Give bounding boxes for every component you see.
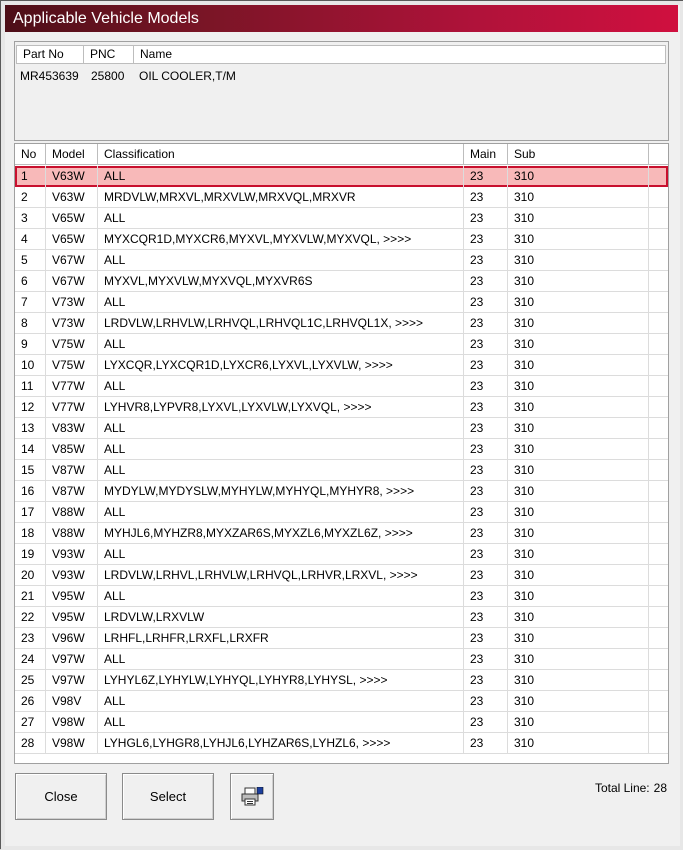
table-row[interactable] <box>15 523 668 544</box>
row-spacer <box>649 544 668 565</box>
row-model: V65W <box>46 229 98 250</box>
row-main: 23 <box>464 397 508 418</box>
row-no: 6 <box>15 271 46 292</box>
row-main: 23 <box>464 250 508 271</box>
row-spacer <box>649 376 668 397</box>
total-label: Total Line: <box>594 781 650 795</box>
row-spacer <box>649 607 668 628</box>
table-row[interactable] <box>15 544 668 565</box>
row-model: V88W <box>46 523 98 544</box>
row-classification: ALL <box>98 292 464 313</box>
row-model: V85W <box>46 439 98 460</box>
row-no: 17 <box>15 502 46 523</box>
row-spacer <box>649 649 668 670</box>
row-main: 23 <box>464 607 508 628</box>
row-classification: LYXCQR,LYXCQR1D,LYXCR6,LYXVL,LYXVLW, >>>> <box>98 355 464 376</box>
row-main: 23 <box>464 733 508 754</box>
total-line <box>595 781 667 795</box>
row-model: V83W <box>46 418 98 439</box>
table-row[interactable] <box>15 586 668 607</box>
row-spacer <box>649 523 668 544</box>
row-no: 26 <box>15 691 46 712</box>
row-main: 23 <box>464 229 508 250</box>
row-sub: 310 <box>508 229 649 250</box>
table-row[interactable] <box>15 250 668 271</box>
row-classification: ALL <box>98 502 464 523</box>
print-button[interactable] <box>230 773 274 820</box>
row-model: V97W <box>46 670 98 691</box>
table-row[interactable] <box>15 334 668 355</box>
row-sub: 310 <box>508 271 649 292</box>
row-main: 23 <box>464 628 508 649</box>
row-sub: 310 <box>508 208 649 229</box>
row-spacer <box>649 628 668 649</box>
window-title: Applicable Vehicle Models <box>5 5 678 32</box>
row-classification: MYDYLW,MYDYSLW,MYHYLW,MYHYQL,MYHYR8, >>>> <box>98 481 464 502</box>
row-main: 23 <box>464 565 508 586</box>
row-sub: 310 <box>508 418 649 439</box>
row-no: 27 <box>15 712 46 733</box>
row-main: 23 <box>464 334 508 355</box>
row-no: 21 <box>15 586 46 607</box>
row-sub: 310 <box>508 712 649 733</box>
row-sub: 310 <box>508 544 649 565</box>
row-classification: ALL <box>98 691 464 712</box>
row-main: 23 <box>464 187 508 208</box>
table-row[interactable] <box>15 607 668 628</box>
row-spacer <box>649 712 668 733</box>
grid-header-row <box>15 144 668 165</box>
row-sub: 310 <box>508 523 649 544</box>
table-row[interactable] <box>15 292 668 313</box>
row-main: 23 <box>464 481 508 502</box>
table-row[interactable] <box>15 670 668 691</box>
row-model: V95W <box>46 586 98 607</box>
row-no: 16 <box>15 481 46 502</box>
column-header-no[interactable]: No <box>15 144 46 164</box>
row-model: V96W <box>46 628 98 649</box>
row-main: 23 <box>464 313 508 334</box>
table-row[interactable] <box>15 502 668 523</box>
row-model: V88W <box>46 502 98 523</box>
row-spacer <box>649 733 668 754</box>
row-sub: 310 <box>508 733 649 754</box>
row-model: V75W <box>46 355 98 376</box>
total-value: 28 <box>653 781 667 795</box>
row-spacer <box>649 439 668 460</box>
row-spacer <box>649 271 668 292</box>
row-no: 3 <box>15 208 46 229</box>
row-classification: MYXCQR1D,MYXCR6,MYXVL,MYXVLW,MYXVQL, >>>> <box>98 229 464 250</box>
row-classification: LYHGL6,LYHGR8,LYHJL6,LYHZAR6S,LYHZL6, >>>> <box>98 733 464 754</box>
select-button[interactable]: Select <box>122 773 214 820</box>
row-main: 23 <box>464 292 508 313</box>
row-spacer <box>649 250 668 271</box>
row-spacer <box>649 187 668 208</box>
table-row[interactable] <box>15 649 668 670</box>
row-sub: 310 <box>508 376 649 397</box>
row-no: 25 <box>15 670 46 691</box>
pnc-value: 25800 <box>91 69 125 83</box>
row-no: 7 <box>15 292 46 313</box>
row-sub: 310 <box>508 334 649 355</box>
part-info-panel <box>14 41 669 141</box>
table-row[interactable] <box>15 313 668 334</box>
row-no: 23 <box>15 628 46 649</box>
row-model: V63W <box>46 166 98 187</box>
row-classification: MYHJL6,MYHZR8,MYXZAR6S,MYXZL6,MYXZL6Z, >>>> <box>98 523 464 544</box>
table-row[interactable] <box>15 439 668 460</box>
row-sub: 310 <box>508 607 649 628</box>
row-model: V98V <box>46 691 98 712</box>
row-no: 15 <box>15 460 46 481</box>
row-classification: LYHVR8,LYPVR8,LYXVL,LYXVLW,LYXVQL, >>>> <box>98 397 464 418</box>
row-model: V73W <box>46 292 98 313</box>
row-spacer <box>649 229 668 250</box>
row-classification: MYXVL,MYXVLW,MYXVQL,MYXVR6S <box>98 271 464 292</box>
row-model: V87W <box>46 460 98 481</box>
row-classification: LYHYL6Z,LYHYLW,LYHYQL,LYHYR8,LYHYSL, >>>> <box>98 670 464 691</box>
row-main: 23 <box>464 691 508 712</box>
row-spacer <box>649 481 668 502</box>
row-main: 23 <box>464 439 508 460</box>
row-spacer <box>649 166 668 187</box>
table-row[interactable] <box>15 460 668 481</box>
column-header-name[interactable]: Name <box>140 47 173 61</box>
row-model: V77W <box>46 376 98 397</box>
row-classification: ALL <box>98 250 464 271</box>
row-sub: 310 <box>508 565 649 586</box>
table-row[interactable] <box>15 691 668 712</box>
column-header-classification[interactable]: Classification <box>98 144 464 164</box>
printer-icon <box>240 787 264 807</box>
row-model: V93W <box>46 544 98 565</box>
row-classification: ALL <box>98 208 464 229</box>
row-main: 23 <box>464 649 508 670</box>
row-spacer <box>649 355 668 376</box>
row-model: V67W <box>46 271 98 292</box>
column-header-sub[interactable]: Sub <box>508 144 649 164</box>
row-no: 12 <box>15 397 46 418</box>
row-model: V73W <box>46 313 98 334</box>
row-spacer <box>649 565 668 586</box>
row-spacer <box>649 292 668 313</box>
row-no: 18 <box>15 523 46 544</box>
table-row[interactable] <box>15 565 668 586</box>
row-no: 14 <box>15 439 46 460</box>
table-row[interactable] <box>15 733 668 754</box>
row-no: 20 <box>15 565 46 586</box>
row-classification: ALL <box>98 376 464 397</box>
row-spacer <box>649 418 668 439</box>
row-sub: 310 <box>508 355 649 376</box>
column-header-model[interactable]: Model <box>46 144 98 164</box>
row-no: 1 <box>15 166 46 187</box>
column-header-part-no[interactable]: Part No <box>17 46 84 63</box>
row-main: 23 <box>464 586 508 607</box>
row-main: 23 <box>464 208 508 229</box>
row-model: V98W <box>46 712 98 733</box>
row-classification: ALL <box>98 334 464 355</box>
part-name-value: OIL COOLER,T/M <box>139 69 236 83</box>
part-no-value: MR453639 <box>20 69 79 83</box>
column-header-pnc[interactable]: PNC <box>84 46 134 63</box>
row-model: V75W <box>46 334 98 355</box>
table-row[interactable] <box>15 397 668 418</box>
row-no: 5 <box>15 250 46 271</box>
row-spacer <box>649 670 668 691</box>
row-model: V65W <box>46 208 98 229</box>
row-classification: ALL <box>98 649 464 670</box>
table-row[interactable] <box>15 166 668 187</box>
row-no: 13 <box>15 418 46 439</box>
table-row[interactable] <box>15 187 668 208</box>
row-no: 8 <box>15 313 46 334</box>
row-spacer <box>649 313 668 334</box>
table-row[interactable] <box>15 418 668 439</box>
row-model: V67W <box>46 250 98 271</box>
row-main: 23 <box>464 355 508 376</box>
row-main: 23 <box>464 418 508 439</box>
row-classification: ALL <box>98 712 464 733</box>
row-no: 10 <box>15 355 46 376</box>
row-classification: LRDVLW,LRXVLW <box>98 607 464 628</box>
row-classification: LRDVLW,LRHVLW,LRHVQL,LRHVQL1C,LRHVQL1X, >>>> <box>98 313 464 334</box>
row-classification: ALL <box>98 439 464 460</box>
close-button[interactable]: Close <box>15 773 107 820</box>
row-main: 23 <box>464 376 508 397</box>
row-sub: 310 <box>508 397 649 418</box>
row-no: 24 <box>15 649 46 670</box>
vehicle-models-grid <box>14 143 669 764</box>
row-no: 22 <box>15 607 46 628</box>
row-spacer <box>649 586 668 607</box>
row-no: 9 <box>15 334 46 355</box>
row-model: V77W <box>46 397 98 418</box>
row-sub: 310 <box>508 628 649 649</box>
row-sub: 310 <box>508 586 649 607</box>
row-model: V98W <box>46 733 98 754</box>
part-header-row <box>16 45 666 64</box>
row-main: 23 <box>464 670 508 691</box>
row-main: 23 <box>464 544 508 565</box>
row-model: V63W <box>46 187 98 208</box>
row-main: 23 <box>464 502 508 523</box>
table-row[interactable] <box>15 712 668 733</box>
table-row[interactable] <box>15 481 668 502</box>
row-no: 4 <box>15 229 46 250</box>
column-header-spacer <box>649 144 668 164</box>
row-spacer <box>649 460 668 481</box>
row-classification: ALL <box>98 460 464 481</box>
column-header-main[interactable]: Main <box>464 144 508 164</box>
row-main: 23 <box>464 460 508 481</box>
table-row[interactable] <box>15 355 668 376</box>
table-row[interactable] <box>15 628 668 649</box>
table-row[interactable] <box>15 271 668 292</box>
row-spacer <box>649 334 668 355</box>
row-model: V87W <box>46 481 98 502</box>
row-spacer <box>649 691 668 712</box>
row-sub: 310 <box>508 670 649 691</box>
row-sub: 310 <box>508 439 649 460</box>
row-spacer <box>649 397 668 418</box>
row-sub: 310 <box>508 502 649 523</box>
row-sub: 310 <box>508 166 649 187</box>
row-main: 23 <box>464 712 508 733</box>
row-model: V97W <box>46 649 98 670</box>
row-no: 2 <box>15 187 46 208</box>
row-main: 23 <box>464 271 508 292</box>
table-row[interactable] <box>15 229 668 250</box>
row-classification: MRDVLW,MRXVL,MRXVLW,MRXVQL,MRXVR <box>98 187 464 208</box>
table-row[interactable] <box>15 208 668 229</box>
row-model: V95W <box>46 607 98 628</box>
table-row[interactable] <box>15 376 668 397</box>
row-classification: LRDVLW,LRHVL,LRHVLW,LRHVQL,LRHVR,LRXVL, >>>> <box>98 565 464 586</box>
row-classification: ALL <box>98 586 464 607</box>
row-sub: 310 <box>508 649 649 670</box>
row-sub: 310 <box>508 187 649 208</box>
row-sub: 310 <box>508 313 649 334</box>
row-sub: 310 <box>508 292 649 313</box>
row-main: 23 <box>464 166 508 187</box>
row-spacer <box>649 502 668 523</box>
row-classification: LRHFL,LRHFR,LRXFL,LRXFR <box>98 628 464 649</box>
row-no: 11 <box>15 376 46 397</box>
row-classification: ALL <box>98 544 464 565</box>
row-no: 28 <box>15 733 46 754</box>
row-sub: 310 <box>508 691 649 712</box>
row-sub: 310 <box>508 250 649 271</box>
row-no: 19 <box>15 544 46 565</box>
row-spacer <box>649 208 668 229</box>
row-classification: ALL <box>98 166 464 187</box>
row-sub: 310 <box>508 481 649 502</box>
row-main: 23 <box>464 523 508 544</box>
row-classification: ALL <box>98 418 464 439</box>
row-model: V93W <box>46 565 98 586</box>
row-sub: 310 <box>508 460 649 481</box>
